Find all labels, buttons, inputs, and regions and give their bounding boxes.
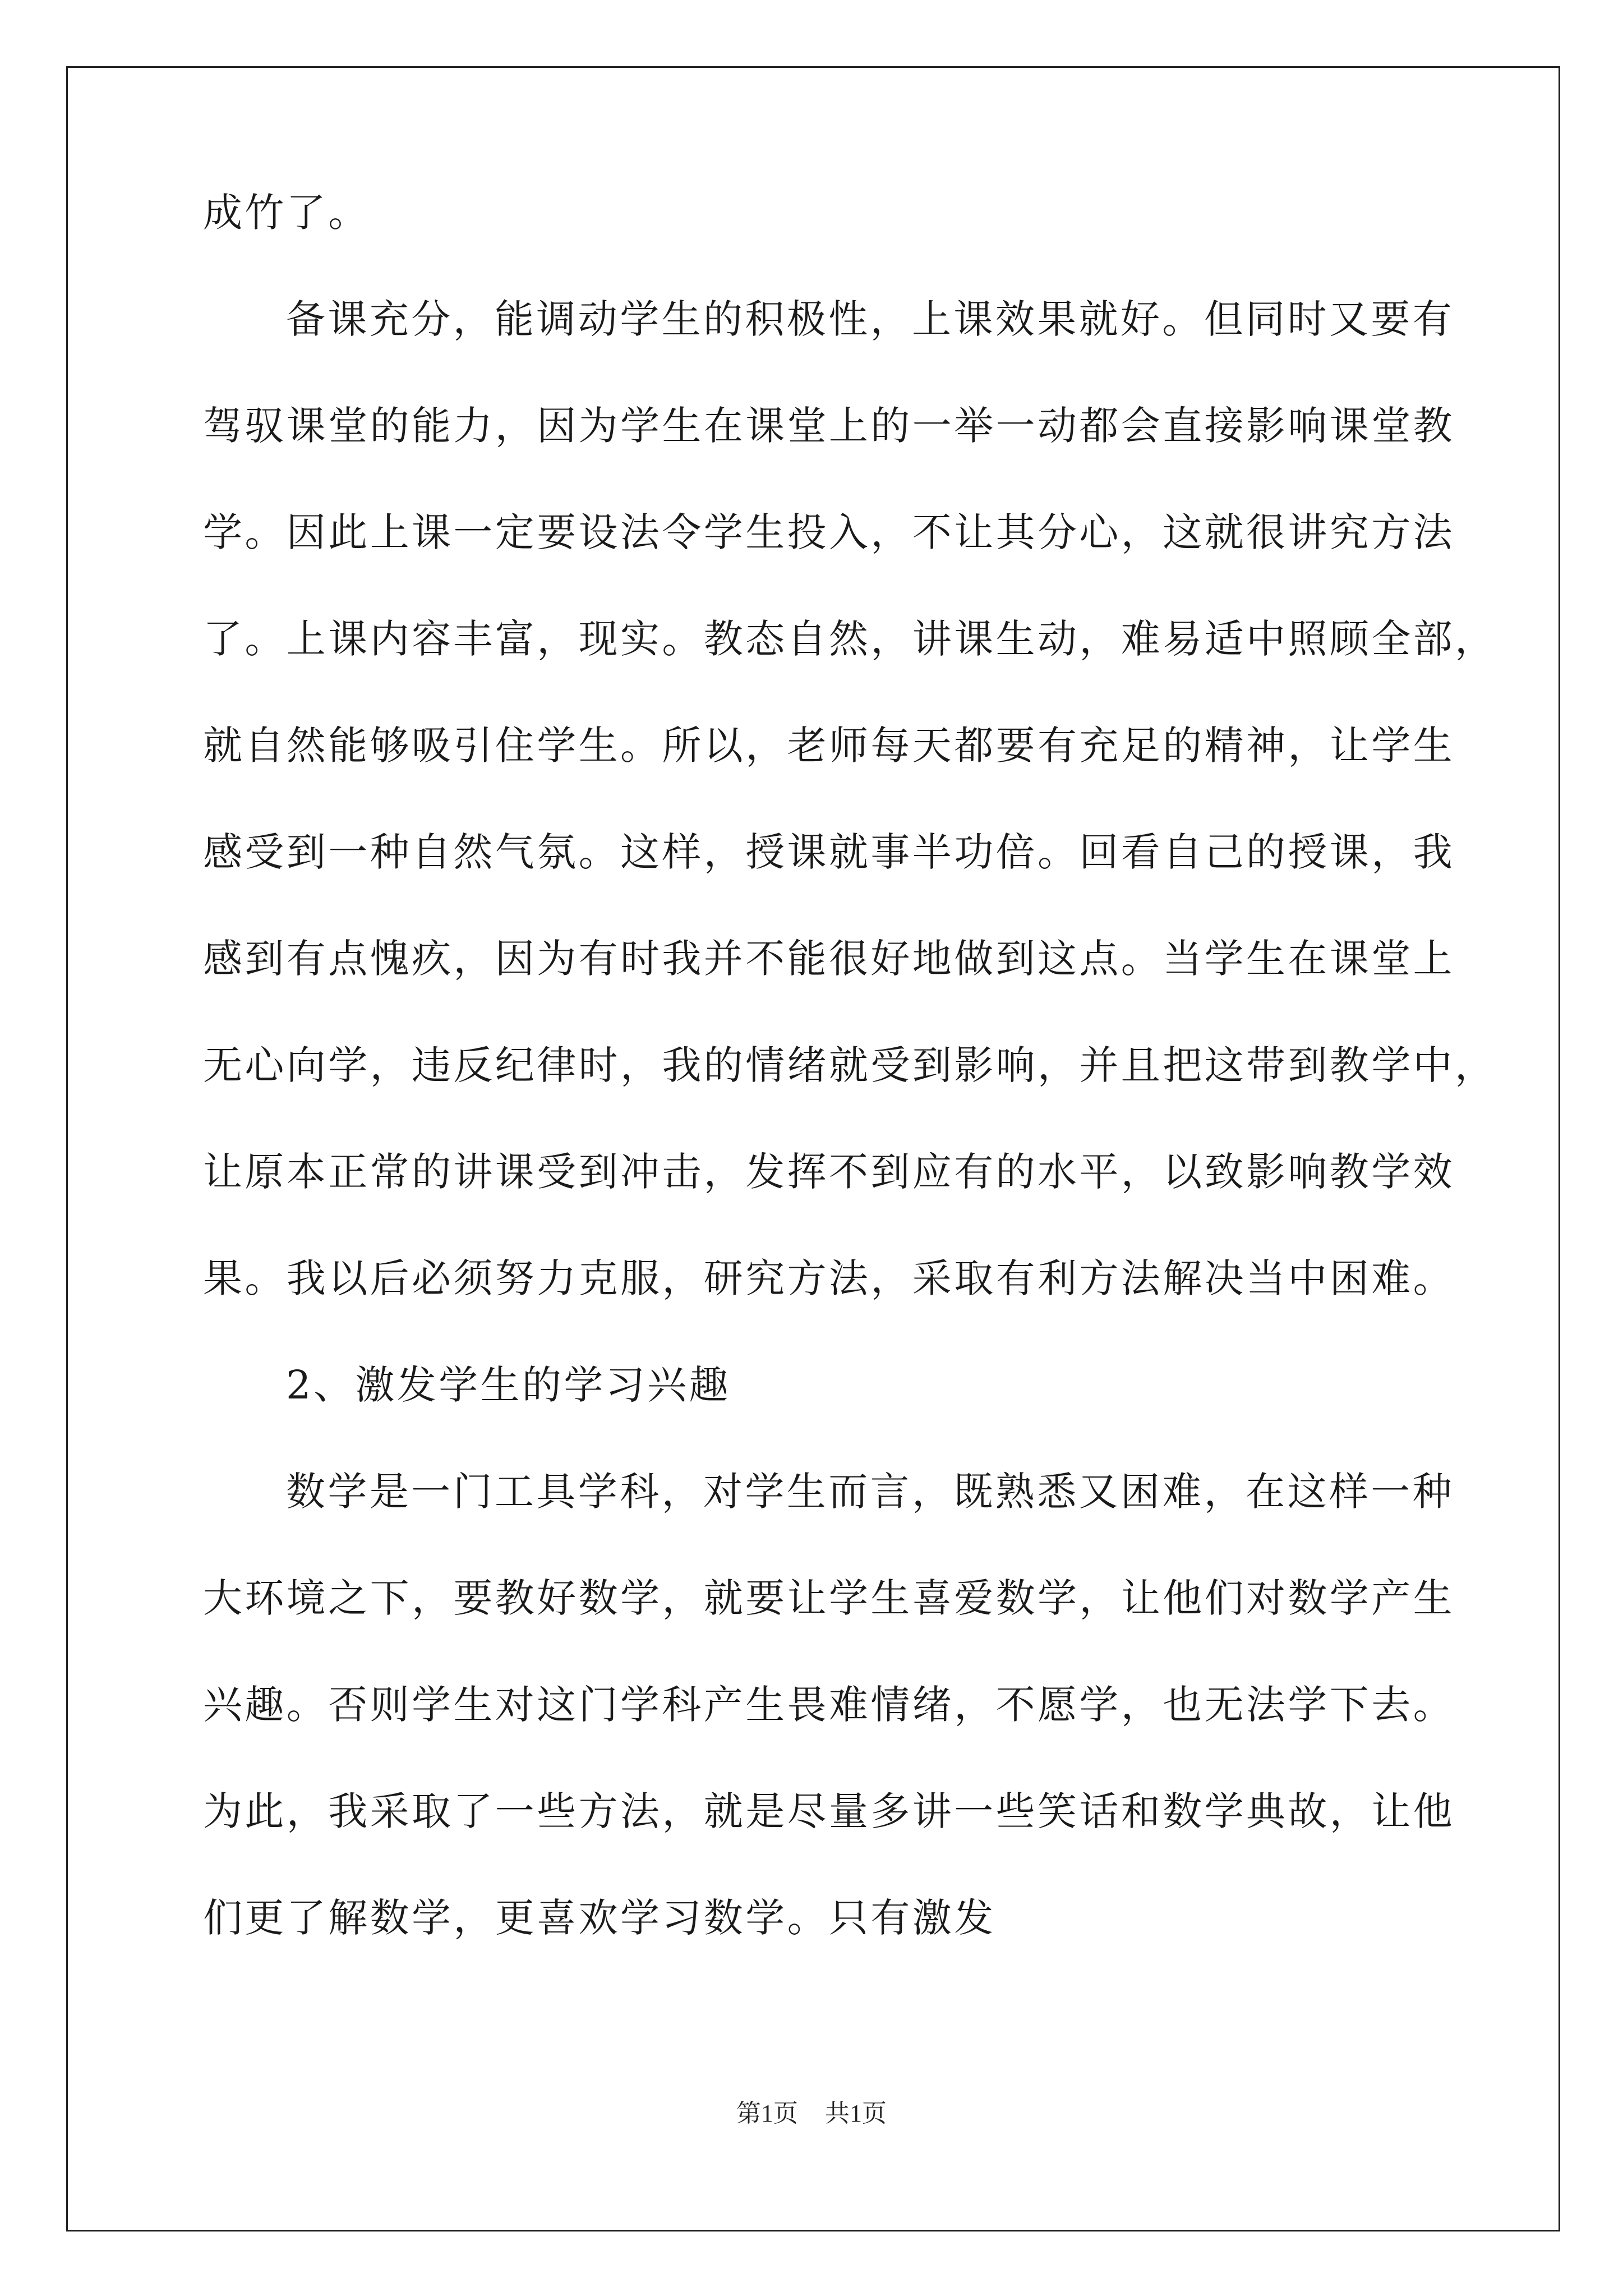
text-line: 感到有点愧疚，因为有时我并不能很好地做到这点。当学生在课堂上 (203, 936, 1455, 982)
text-line: 们更了解数学，更喜欢学习数学。只有激发 (203, 1895, 996, 1941)
text-line: 了。上课内容丰富，现实。教态自然，讲课生动，难易适中照顾全部， (203, 616, 1497, 662)
text-line: 备课充分，能调动学生的积极性，上课效果就好。但同时又要有 (286, 296, 1455, 342)
text-line: 让原本正常的讲课受到冲击，发挥不到应有的水平，以致影响教学效 (203, 1149, 1455, 1195)
text-line: 感受到一种自然气氛。这样，授课就事半功倍。回看自己的授课，我 (203, 829, 1455, 875)
page-number: 第1页 (736, 2100, 798, 2127)
text-line: 学。因此上课一定要设法令学生投入，不让其分心，这就很讲究方法 (203, 509, 1455, 555)
text-line: 无心向学，违反纪律时，我的情绪就受到影响，并且把这带到教学中， (203, 1042, 1497, 1088)
text-line: 兴趣。否则学生对这门学科产生畏难情绪，不愿学，也无法学下去。 (203, 1682, 1455, 1728)
text-line: 数学是一门工具学科，对学生而言，既熟悉又困难，在这样一种 (286, 1469, 1455, 1515)
page-footer (0, 2098, 1623, 2129)
text-line: 果。我以后必须努力克服，研究方法，采取有利方法解决当中困难。 (203, 1255, 1455, 1301)
text-line: 为此，我采取了一些方法，就是尽量多讲一些笑话和数学典故，让他 (203, 1788, 1455, 1834)
text-line: 驾驭课堂的能力，因为学生在课堂上的一举一动都会直接影响课堂教 (203, 403, 1455, 449)
text-line: 大环境之下，要教好数学，就要让学生喜爱数学，让他们对数学产生 (203, 1575, 1455, 1621)
text-line: 成竹了。 (203, 190, 370, 236)
section-heading: 2、激发学生的学习兴趣 (286, 1362, 731, 1408)
text-line: 就自然能够吸引住学生。所以，老师每天都要有充足的精神，让学生 (203, 723, 1455, 769)
total-pages: 共1页 (825, 2100, 887, 2127)
